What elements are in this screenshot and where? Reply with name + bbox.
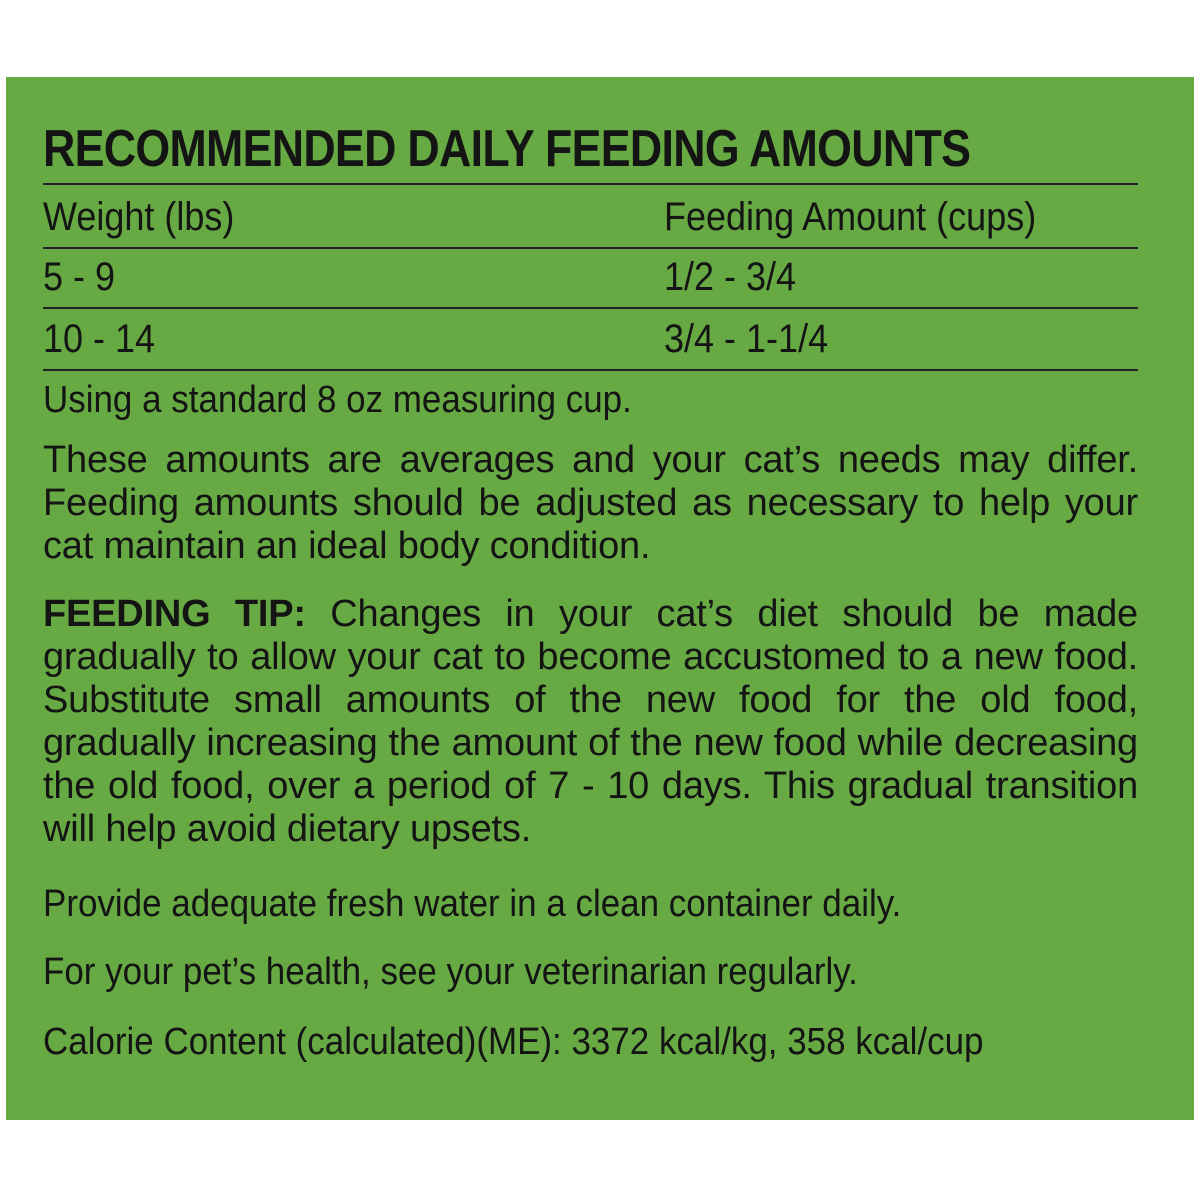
table-bottom-divider: [43, 369, 1138, 371]
header-divider: [43, 247, 1138, 249]
feeding-panel: [6, 77, 1194, 1120]
measuring-note: Using a standard 8 oz measuring cup.: [43, 379, 632, 421]
title-divider: [43, 183, 1138, 185]
row-divider: [43, 307, 1138, 309]
table-cell-amount: 1/2 - 3/4: [664, 255, 797, 299]
page-title: RECOMMENDED DAILY FEEDING AMOUNTS: [43, 120, 971, 178]
table-header-amount: Feeding Amount (cups): [664, 195, 1037, 239]
water-note: Provide adequate fresh water in a clean container daily.: [43, 883, 902, 925]
vet-note: For your pet’s health, see your veterinarian regularly.: [43, 951, 858, 993]
feeding-tip-label: FEEDING TIP:: [43, 593, 306, 635]
feeding-tip-text: Changes in your cat’s diet should be made gradually to allow your cat to become accustomed to a new food. Substitute small amounts of the new food for the old food, gradually increasing the amount of the new food while decreasing the old food, over a period of 7 - 10 days. This gradual transition will help avoid dietary upsets.: [43, 593, 1138, 850]
table-header-weight: Weight (lbs): [43, 195, 235, 239]
table-cell-amount: 3/4 - 1-1/4: [664, 317, 829, 361]
feeding-tip: [43, 593, 1138, 851]
calorie-note: Calorie Content (calculated)(ME): 3372 kcal/kg, 358 kcal/cup: [43, 1021, 984, 1063]
table-cell-weight: 10 - 14: [43, 317, 156, 361]
table-cell-weight: 5 - 9: [43, 255, 116, 299]
averages-note: These amounts are averages and your cat’s needs may differ. Feeding amounts should be adjusted as necessary to help your cat maintain an ideal body condition.: [43, 439, 1138, 567]
